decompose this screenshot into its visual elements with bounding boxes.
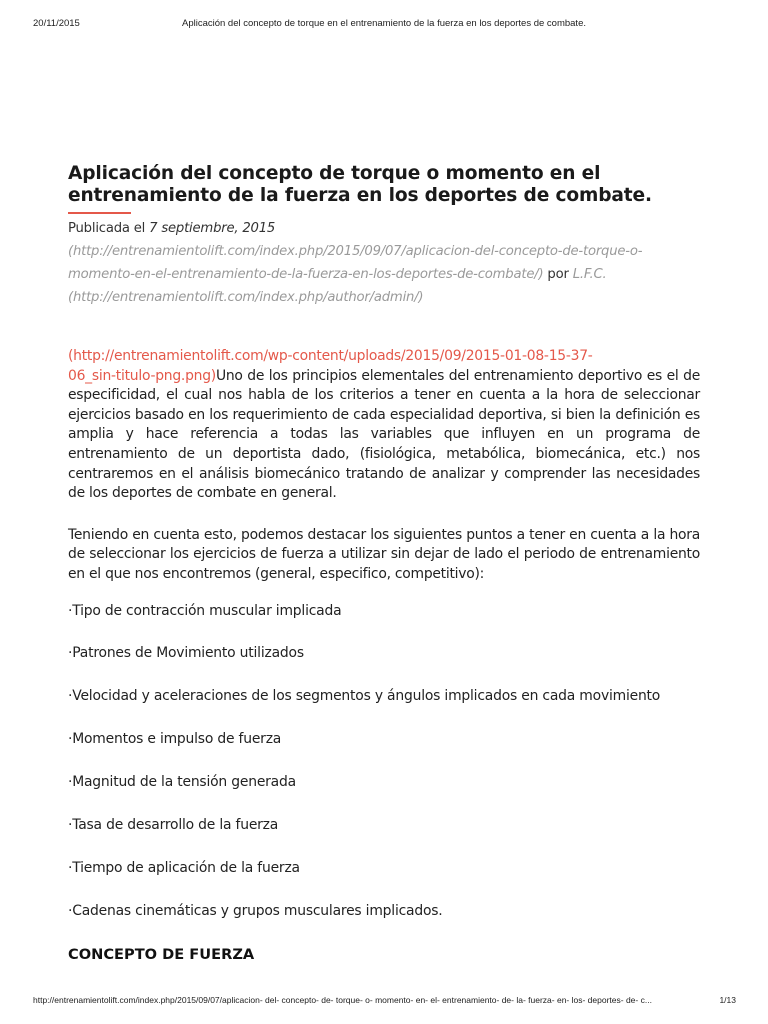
paragraph-intro-text: Uno de los principios elementales del entrenamiento deportivo es el de especificidad, el cual nos habla de los criterios a tener en cuenta a la hora de seleccionar ejercicios basado en los requerimiento de cada especialidad deportiva, si bien la definición es amplia y hace referencia a todas las variables que influyen en un programa de entrenamiento de un deportista dado, (fisiológica, metabólica, biomecánica, etc.) nos centraremos en el análisis biomecánico tratando de analizar y comprender las necesidades de los deportes de combate en general. xyxy=(68,367,700,502)
image-link-line1[interactable]: (http://entrenamientolift.com/wp-content/uploads/2015/09/2015-01-08-15-37- xyxy=(68,348,593,364)
paragraph-intro xyxy=(68,347,700,504)
list-item: ·Velocidad y aceleraciones de los segmentos y ángulos implicados en cada movimiento xyxy=(68,688,661,705)
list-item: ·Tasa de desarrollo de la fuerza xyxy=(68,816,279,833)
article xyxy=(68,163,700,965)
published-date: 7 septiembre, 2015 xyxy=(149,221,276,236)
title-accent-underline xyxy=(68,212,131,214)
list-item: ·Patrones de Movimiento utilizados xyxy=(68,645,304,662)
published-label: Publicada el xyxy=(68,221,146,236)
author-url-link[interactable]: (http://entrenamientolift.com/index.php/author/admin/) xyxy=(68,290,424,305)
article-title xyxy=(68,163,700,207)
post-permalink-line2[interactable]: momento-en-el-entrenamiento-de-la-fuerza-en-los-deportes-de-combate/) xyxy=(68,267,544,282)
print-date: 20/11/2015 xyxy=(33,18,80,29)
print-footer xyxy=(0,995,768,1009)
list-item: ·Tipo de contracción muscular implicada xyxy=(68,602,342,619)
list-item: ·Cadenas cinemáticas y grupos musculares implicados. xyxy=(68,902,443,919)
criteria-list xyxy=(68,602,700,922)
list-item: ·Momentos e impulso de fuerza xyxy=(68,731,282,748)
section-heading: CONCEPTO DE FUERZA xyxy=(68,945,255,963)
list-item: ·Tiempo de aplicación de la fuerza xyxy=(68,859,300,876)
article-title-line2: entrenamiento de la fuerza en los deportes de combate. xyxy=(68,185,652,206)
list-item: ·Magnitud de la tensión generada xyxy=(68,774,296,791)
by-label: por xyxy=(547,267,569,282)
print-header xyxy=(0,18,768,32)
print-doc-title: Aplicación del concepto de torque en el entrenamiento de la fuerza en los deportes de combate. xyxy=(181,18,586,29)
article-title-line1: Aplicación del concepto de torque o momento en el xyxy=(68,163,601,184)
page-number: 1/13 xyxy=(719,995,736,1005)
author-link[interactable]: L.F.C. xyxy=(572,267,607,282)
post-meta xyxy=(68,217,700,309)
post-permalink-line1[interactable]: (http://entrenamientolift.com/index.php/2015/09/07/aplicacion-del-concepto-de-torque-o- xyxy=(68,244,643,259)
print-footer-url: http://entrenamientolift.com/index.php/2015/09/07/aplicacion- del- concepto- de- torque- o- momento- en- el- entrenamiento- de- la- fuerza- en- los- deportes- de- c... xyxy=(33,995,652,1005)
image-link-line2[interactable]: 06_sin-titulo-png.png) xyxy=(68,367,216,384)
paragraph-criteria: Teniendo en cuenta esto, podemos destacar los siguientes puntos a tener en cuenta a la hora de seleccionar los ejercicios de fuerza a utilizar sin dejar de lado el periodo de entrenamiento en el que nos encontremos (general, especifico, competitivo): xyxy=(68,526,700,582)
